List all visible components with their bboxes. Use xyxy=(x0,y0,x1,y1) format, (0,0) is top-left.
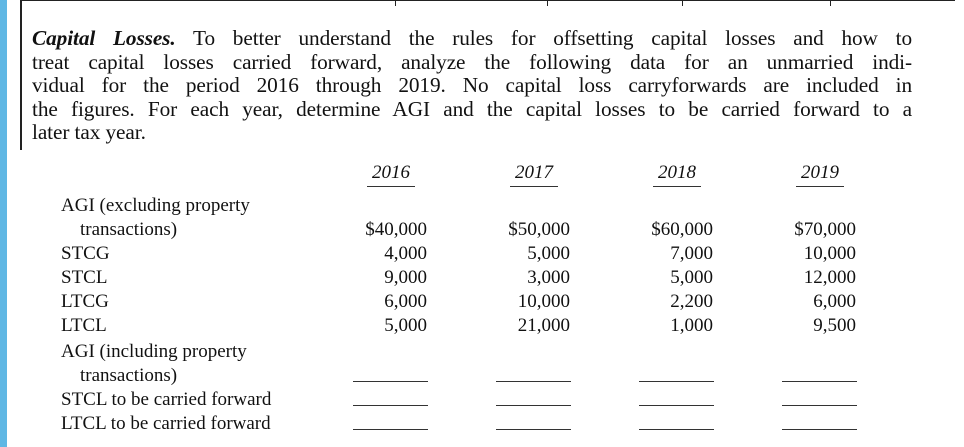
problem-text xyxy=(32,27,912,145)
year-header-2019: 2019 xyxy=(801,162,839,183)
answer-blank-ltcl-2017[interactable] xyxy=(496,429,571,430)
problem-line-3: vidual for the period 2016 through 2019. No capital loss carryforwards are included in xyxy=(32,73,912,97)
answer-blank-ltcl-2018[interactable] xyxy=(639,429,714,430)
problem-line-2: treat capital losses carried forward, analyze the following data for an unmarried indi- xyxy=(32,49,912,74)
table-cell: 2,200 xyxy=(670,291,713,312)
row-label-stcg: STCG xyxy=(61,243,110,264)
answer-blank-agi-2018[interactable] xyxy=(639,381,714,382)
answer-blank-ltcl-2016[interactable] xyxy=(353,429,428,430)
problem-line-1: Capital Losses. To better understand the rules for offsetting capital losses and how to xyxy=(32,26,913,50)
table-cell: 6,000 xyxy=(813,291,856,312)
year-header-2018: 2018 xyxy=(658,162,696,183)
problem-title: Capital Losses. xyxy=(32,26,176,50)
border-tick xyxy=(682,0,683,6)
row-label-agi-including: AGI (including property xyxy=(61,341,247,362)
answer-blank-stcl-2017[interactable] xyxy=(496,405,571,406)
table-cell: 7,000 xyxy=(670,243,713,264)
table-cell: $60,000 xyxy=(651,219,713,240)
problem-line-4: the figures. For each year, determine AGI and the capital losses to be carried forward to a xyxy=(32,96,912,121)
row-label-agi-excluding-cont: transactions) xyxy=(80,219,178,240)
table-cell: 10,000 xyxy=(803,243,856,264)
table-cell: 4,000 xyxy=(384,243,427,264)
row-label-ltcl: LTCL xyxy=(61,315,107,336)
year-underline xyxy=(367,186,415,187)
border-tick xyxy=(830,0,831,6)
table-cell: 9,000 xyxy=(384,267,427,288)
table-cell: $40,000 xyxy=(365,219,427,240)
year-underline xyxy=(510,186,558,187)
table-cell: 12,000 xyxy=(803,267,856,288)
table-cell: 5,000 xyxy=(670,267,713,288)
left-border-line xyxy=(20,0,22,150)
row-label-ltcg: LTCG xyxy=(61,291,109,312)
table-cell: 21,000 xyxy=(517,315,570,336)
year-header-2017: 2017 xyxy=(515,162,553,183)
table-cell: $70,000 xyxy=(794,219,856,240)
year-underline xyxy=(796,186,844,187)
table-cell: 3,000 xyxy=(527,267,570,288)
border-tick xyxy=(395,0,396,6)
year-header-2016: 2016 xyxy=(372,162,410,183)
row-label-stcl-carryforward: STCL to be carried forward xyxy=(61,389,272,410)
row-label-ltcl-carryforward: LTCL to be carried forward xyxy=(61,413,271,434)
table-cell: 6,000 xyxy=(384,291,427,312)
top-border-line xyxy=(20,0,955,1)
left-accent-bar xyxy=(0,0,7,447)
row-label-agi-excluding: AGI (excluding property xyxy=(61,195,250,216)
table-cell: 10,000 xyxy=(517,291,570,312)
border-tick xyxy=(547,0,548,6)
problem-line-5: later tax year. xyxy=(32,120,146,144)
answer-blank-agi-2019[interactable] xyxy=(782,381,857,382)
answer-blank-agi-2017[interactable] xyxy=(496,381,571,382)
answer-blank-stcl-2019[interactable] xyxy=(782,405,857,406)
answer-blank-stcl-2016[interactable] xyxy=(353,405,428,406)
answer-blank-agi-2016[interactable] xyxy=(353,381,428,382)
table-cell: $50,000 xyxy=(508,219,570,240)
table-cell: 5,000 xyxy=(384,315,427,336)
table-cell: 9,500 xyxy=(813,315,856,336)
row-label-stcl: STCL xyxy=(61,267,108,288)
year-underline xyxy=(653,186,701,187)
table-cell: 1,000 xyxy=(670,315,713,336)
row-label-agi-including-cont: transactions) xyxy=(80,365,178,386)
answer-blank-stcl-2018[interactable] xyxy=(639,405,714,406)
table-cell: 5,000 xyxy=(527,243,570,264)
answer-blank-ltcl-2019[interactable] xyxy=(782,429,857,430)
